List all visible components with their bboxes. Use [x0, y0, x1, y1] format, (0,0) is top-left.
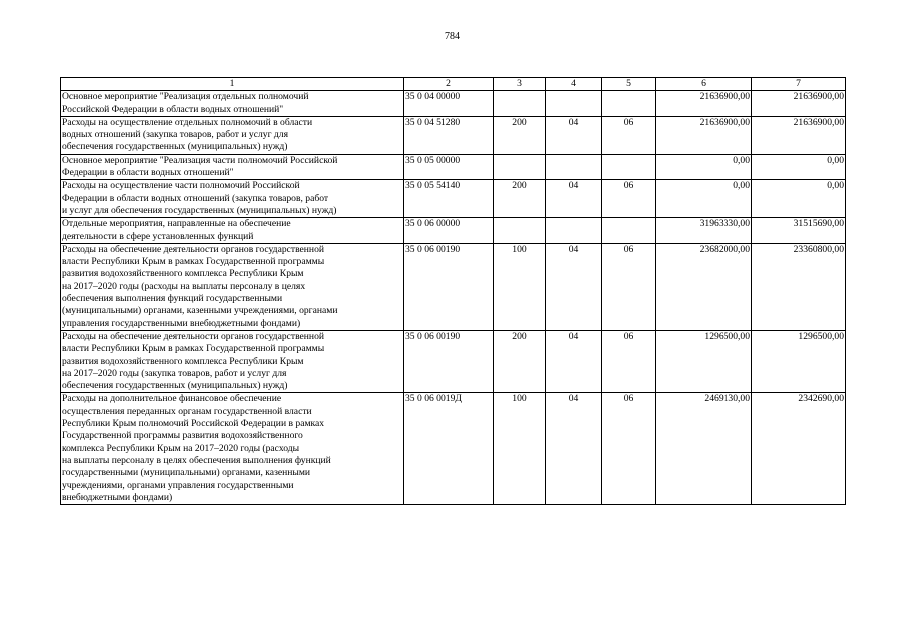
row-section: 04: [546, 180, 602, 218]
row-amount-col7: 0,00: [752, 180, 846, 218]
header-cell-7: 7: [752, 78, 846, 91]
row-name: Основное мероприятие "Реализация отдельных полномочий Российской Федерации в области водных отношений": [61, 91, 404, 117]
row-expense-type: [494, 218, 546, 244]
row-subsection: 06: [602, 116, 656, 154]
row-name: Отдельные мероприятия, направленные на обеспечение деятельности в сфере установленных функций: [61, 218, 404, 244]
row-expense-type: 200: [494, 116, 546, 154]
row-subsection: [602, 154, 656, 180]
row-target-code: 35 0 04 00000: [404, 91, 494, 117]
row-name: Расходы на дополнительное финансовое обеспечение осуществления переданных органам государственной власти Республики Крым полномочий Российской Федерации в рамках Государственной программы развития водохозяйственного комплекса Республики Крым на 2017–2020 годы (расходы на выплаты персоналу в целях обеспечения выполнения функций государственными (муниципальными) органами, казенными учреждениями, органами управления государственными внебюджетными фондами): [61, 393, 404, 505]
row-subsection: 06: [602, 180, 656, 218]
row-amount-col7: 21636900,00: [752, 116, 846, 154]
row-section: [546, 154, 602, 180]
table-row: [61, 243, 846, 330]
table-row: [61, 91, 846, 117]
row-expense-type: [494, 91, 546, 117]
row-section: [546, 218, 602, 244]
row-amount-col7: 23360800,00: [752, 243, 846, 330]
row-target-code: 35 0 04 51280: [404, 116, 494, 154]
header-cell-2: 2: [404, 78, 494, 91]
row-subsection: 06: [602, 243, 656, 330]
row-subsection: 06: [602, 393, 656, 505]
row-subsection: [602, 91, 656, 117]
header-cell-5: 5: [602, 78, 656, 91]
header-cell-1: 1: [61, 78, 404, 91]
row-name: Расходы на обеспечение деятельности органов государственной власти Республики Крым в рамках Государственной программы развития водохозяйственного комплекса Республики Крым на 2017–2020 годы (расходы на выплаты персоналу в целях обеспечения выполнения функций государственными (муниципальными) органами, казенными учреждениями, органами управления государственными внебюджетными фондами): [61, 243, 404, 330]
row-section: 04: [546, 116, 602, 154]
table-row: [61, 154, 846, 180]
row-target-code: 35 0 06 00190: [404, 330, 494, 392]
row-amount-col7: 2342690,00: [752, 393, 846, 505]
header-cell-3: 3: [494, 78, 546, 91]
row-target-code: 35 0 05 54140: [404, 180, 494, 218]
row-name: Основное мероприятие "Реализация части полномочий Российской Федерации в области водных отношений": [61, 154, 404, 180]
row-name: Расходы на осуществление отдельных полномочий в области водных отношений (закупка товаров, работ и услуг для обеспечения государственных (муниципальных) нужд): [61, 116, 404, 154]
table-row: [61, 218, 846, 244]
row-amount-col6: 21636900,00: [656, 116, 752, 154]
row-section: [546, 91, 602, 117]
row-target-code: 35 0 06 0019Д: [404, 393, 494, 505]
table-row: [61, 393, 846, 505]
row-expense-type: 100: [494, 393, 546, 505]
budget-table: [60, 77, 846, 505]
row-expense-type: 200: [494, 180, 546, 218]
row-amount-col6: 21636900,00: [656, 91, 752, 117]
page-number: 784: [445, 31, 460, 42]
row-amount-col7: 0,00: [752, 154, 846, 180]
row-target-code: 35 0 06 00000: [404, 218, 494, 244]
row-section: 04: [546, 243, 602, 330]
row-amount-col7: 21636900,00: [752, 91, 846, 117]
row-subsection: 06: [602, 330, 656, 392]
header-cell-6: 6: [656, 78, 752, 91]
row-name: Расходы на обеспечение деятельности органов государственной власти Республики Крым в рамках Государственной программы развития водохозяйственного комплекса Республики Крым на 2017–2020 годы (закупка товаров, работ и услуг для обеспечения государственных (муниципальных) нужд): [61, 330, 404, 392]
row-expense-type: [494, 154, 546, 180]
row-amount-col6: 0,00: [656, 180, 752, 218]
row-amount-col7: 31515690,00: [752, 218, 846, 244]
row-section: 04: [546, 393, 602, 505]
row-section: 04: [546, 330, 602, 392]
row-target-code: 35 0 06 00190: [404, 243, 494, 330]
row-expense-type: 100: [494, 243, 546, 330]
table-row: [61, 116, 846, 154]
row-amount-col6: 2469130,00: [656, 393, 752, 505]
row-amount-col7: 1296500,00: [752, 330, 846, 392]
row-subsection: [602, 218, 656, 244]
header-cell-4: 4: [546, 78, 602, 91]
row-target-code: 35 0 05 00000: [404, 154, 494, 180]
row-amount-col6: 1296500,00: [656, 330, 752, 392]
row-name: Расходы на осуществление части полномочий Российской Федерации в области водных отношений (закупка товаров, работ и услуг для обеспечения государственных (муниципальных) нужд): [61, 180, 404, 218]
row-expense-type: 200: [494, 330, 546, 392]
row-amount-col6: 23682000,00: [656, 243, 752, 330]
header-row: [61, 78, 846, 91]
row-amount-col6: 0,00: [656, 154, 752, 180]
row-amount-col6: 31963330,00: [656, 218, 752, 244]
table-row: [61, 330, 846, 392]
table-row: [61, 180, 846, 218]
